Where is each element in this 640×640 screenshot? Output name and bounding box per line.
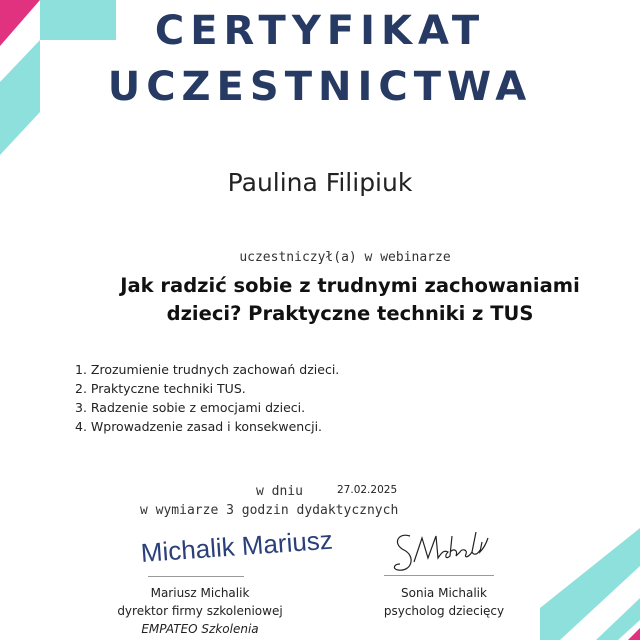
right-signatory-name: Sonia Michalik [401,586,487,600]
right-signatory [344,584,544,620]
left-signatory-name: Mariusz Michalik [150,586,250,600]
participant-name: Paulina Filipiuk [227,168,413,197]
certificate-title-line-2: UCZESTNICTWA [107,64,533,110]
certificate-title-line-1: CERTYFIKAT [154,8,486,54]
hours-text: w wymiarze 3 godzin dydaktycznych [140,503,399,518]
date-value: 27.02.2025 [337,484,398,496]
cyan-stripe-inner [596,598,640,640]
topic-item: 2. Praktyczne techniki TUS. [75,381,246,396]
left-signatory [100,584,300,638]
right-handwritten-signature [388,522,498,582]
topics-list [75,360,339,436]
bottom-right-decoration [540,520,640,640]
magenta-corner [628,628,640,640]
topic-item: 3. Radzenie sobie z emocjami dzieci. [75,400,306,415]
left-signature-line [148,576,244,577]
webinar-title-line-1: Jak radzić sobie z trudnymi zachowaniami [120,274,580,297]
participation-text: uczestniczył(a) w webinarze [239,250,451,265]
left-signatory-role: dyrektor firmy szkoleniowej [117,604,283,618]
left-signature: Michalik Mariusz [139,524,334,569]
left-signatory-company: EMPATEO Szkolenia [141,622,259,636]
right-signatory-role: psycholog dziecięcy [383,604,505,618]
right-signature-line [384,575,494,576]
topic-item: 1. Zrozumienie trudnych zachowań dzieci. [75,362,340,377]
date-label: w dniu [256,484,303,499]
webinar-title-line-2: dzieci? Praktyczne techniki z TUS [166,302,534,325]
topic-item: 4. Wprowadzenie zasad i konsekwencji. [75,419,323,434]
webinar-title [60,272,640,328]
